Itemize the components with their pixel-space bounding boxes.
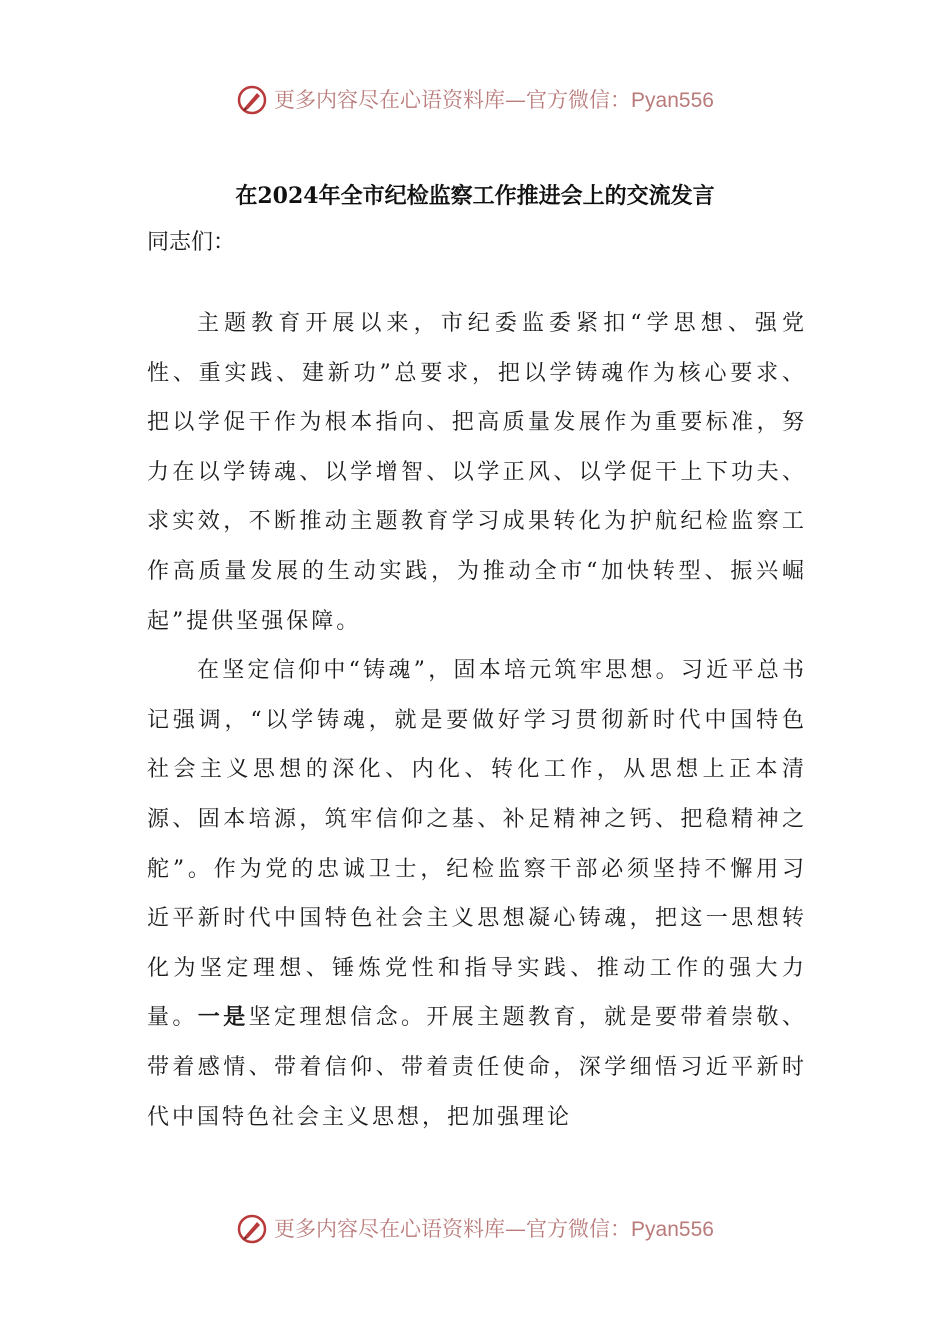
- paragraph-2-text-before: 在坚定信仰中“铸魂”，固本培元筑牢思想。习近平总书记强调，“以学铸魂，就是要做好学习贯彻新时代中国特色社会主义思想的深化、内化、转化工作，从思想上正本清源、固本培源，筑牢信仰之基、补足精神之钙、把稳精神之舵”。作为党的忠诚卫士，纪检监察干部必须坚持不懈用习近平新时代中国特色社会主义思想凝心铸魂，把这一思想转化为坚定理想、锤炼党性和指导实践、推动工作的强大力量。: [147, 658, 807, 1031]
- watermark-cn-text: 更多内容尽在心语资料库—官方微信：: [274, 1216, 632, 1241]
- document-title: 在2024年全市纪检监察工作推进会上的交流发言: [235, 183, 715, 209]
- watermark-text: [274, 1214, 714, 1245]
- paragraph-2-text-after: 坚定理想信念。开展主题教育，就是要带着崇敬、带着感情、带着信仰、带着责任使命，深学细悟习近平新时代中国特色社会主义思想，把加强理论: [147, 1005, 807, 1130]
- watermark-wechat-id: Pyan556: [631, 1217, 714, 1241]
- watermark-wechat-id: Pyan556: [631, 88, 714, 112]
- pen-seal-logo-icon: [236, 84, 268, 116]
- paragraph-intro: 主题教育开展以来，市纪委监委紧扣“学思想、强党性、重实践、建新功”总要求，把以学铸魂作为核心要求、把以学促干作为根本指向、把高质量发展作为重要标准，努力在以学铸魂、以学增智、以学正风、以学促干上下功夫、求实效，不断推动主题教育学习成果转化为护航纪检监察工作高质量发展的生动实践，为推动全市“加快转型、振兴崛起”提供坚强保障。: [147, 311, 807, 634]
- pen-seal-logo-icon: [236, 1213, 268, 1245]
- paragraph-2-bold-lead: 一是: [197, 1004, 249, 1031]
- document-body: [147, 299, 807, 1142]
- watermark-text: [274, 85, 714, 116]
- header-watermark: [0, 84, 950, 116]
- paragraph-soul-casting: [147, 646, 807, 1142]
- salutation: 同志们：: [147, 230, 236, 255]
- watermark-cn-text: 更多内容尽在心语资料库—官方微信：: [274, 87, 632, 112]
- footer-watermark: [0, 1213, 950, 1245]
